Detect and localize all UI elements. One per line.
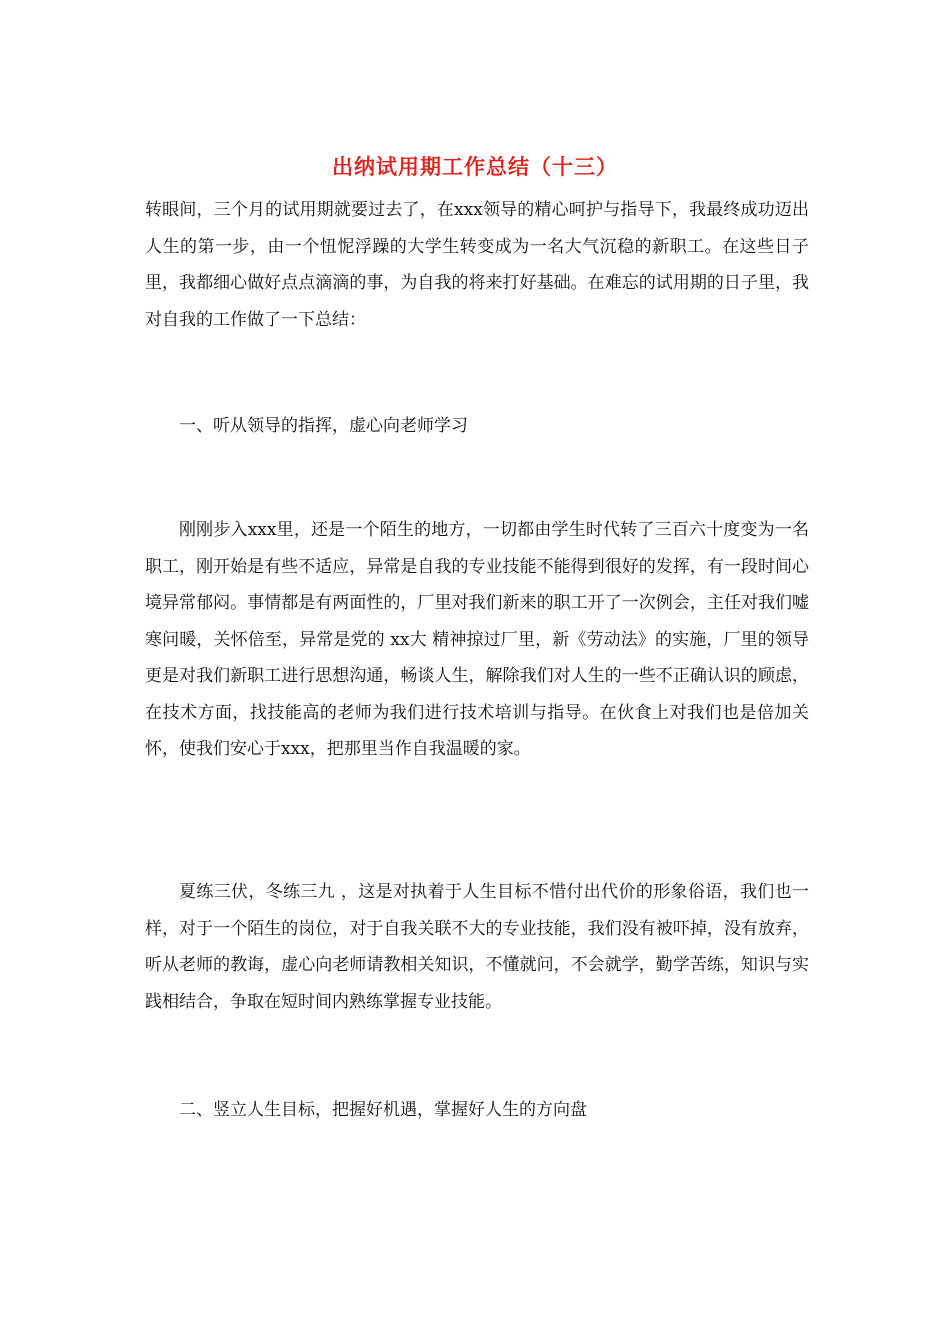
document-title: 出纳试用期工作总结（十三） (332, 154, 618, 179)
section-1-paragraph-1: 刚刚步入xxx里，还是一个陌生的地方，一切都由学生时代转了三百六十度变为一名职工，刚开始是有些不适应，异常是自我的专业技能不能得到很好的发挥，有一段时间心境异常郁闷。事情都是有两面性的，厂里对我们新来的职工开了一次例会，主任对我们嘘寒问暖，关怀倍至，异常是党的 xx大 精神掠过厂里，新《劳动法》的实施，厂里的领导更是对我们新职工进行思想沟通，畅谈人生，解除我们对人生的一些不正确认识的顾虑，在技术方面，找技能高的老师为我们进行技术培训与指导。在伙食上对我们也是倍加关怀，使我们安心于xxx，把那里当作自我温暖的家。 (145, 520, 809, 759)
section-2-heading: 二、竖立人生目标，把握好机遇，掌握好人生的方向盘 (179, 1100, 587, 1120)
section-1-heading: 一、听从领导的指挥，虚心向老师学习 (179, 416, 468, 436)
intro-paragraph: 转眼间，三个月的试用期就要过去了，在xxx领导的精心呵护与指导下，我最终成功迈出人生的第一步，由一个忸怩浮躁的大学生转变成为一名大气沉稳的新职工。在这些日子里，我都细心做好点点滴滴的事，为自我的将来打好基础。在难忘的试用期的日子里，我对自我的工作做了一下总结： (145, 200, 809, 330)
section-1-paragraph-2: 夏练三伏，冬练三九 ，这是对执着于人生目标不惜付出代价的形象俗语，我们也一样，对于一个陌生的岗位，对于自我关联不大的专业技能，我们没有被吓掉，没有放弃，听从老师的教诲，虚心向老师请教相关知识，不懂就问，不会就学，勤学苦练，知识与实践相结合，争取在短时间内熟练掌握专业技能。 (145, 882, 809, 1012)
